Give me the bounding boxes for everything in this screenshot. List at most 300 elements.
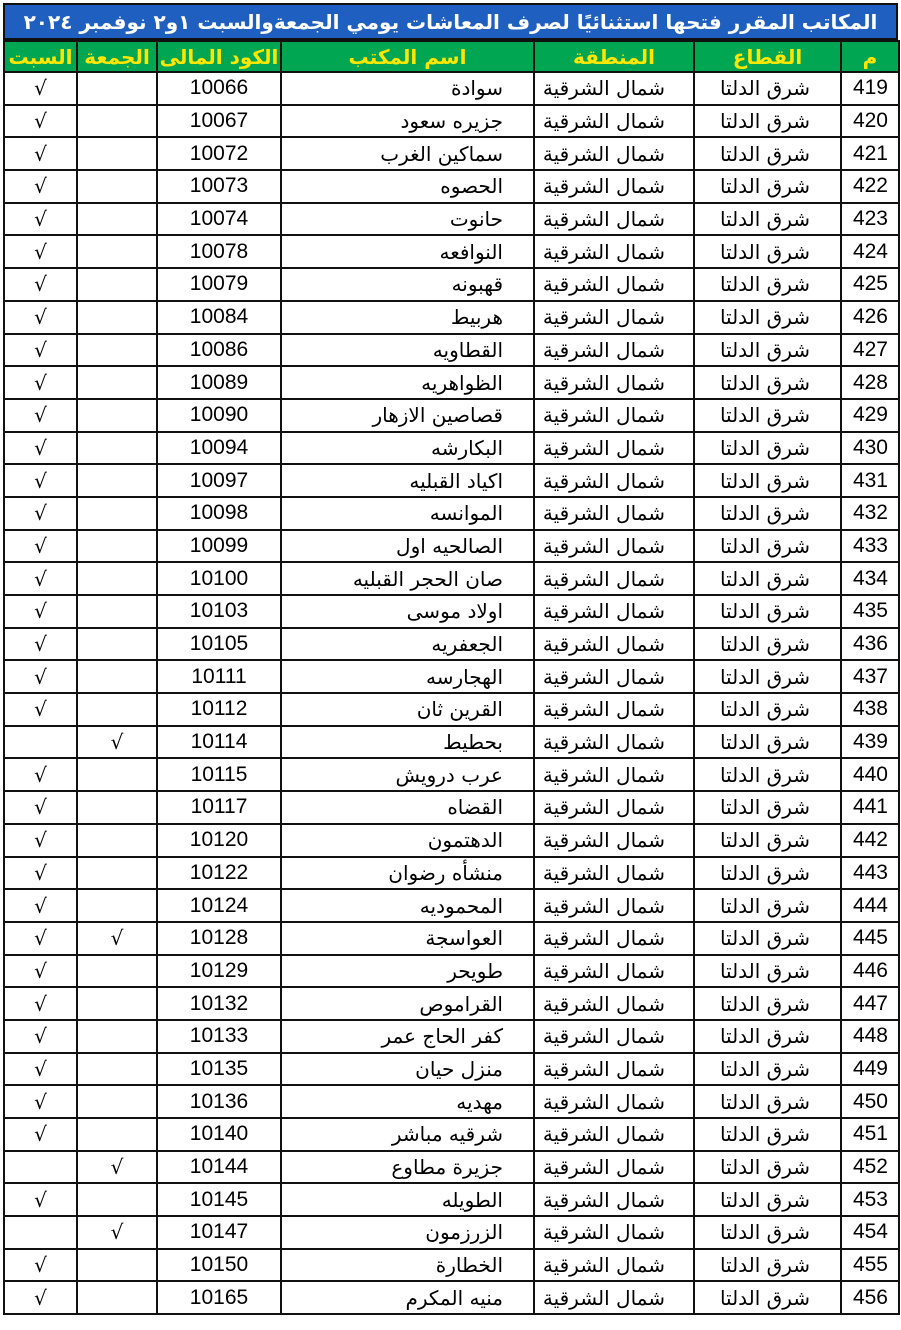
- cell-code: 10122: [157, 857, 281, 890]
- cell-saturday-check: √: [4, 105, 77, 138]
- cell-region: شمال الشرقية: [534, 987, 694, 1020]
- cell-num: 451: [841, 1118, 899, 1151]
- table-row: [4, 432, 899, 465]
- cell-num: 430: [841, 432, 899, 465]
- cell-saturday-check: √: [4, 1281, 77, 1314]
- cell-sector: شرق الدلتا: [694, 824, 841, 857]
- cell-office: القرين ثان: [281, 693, 534, 726]
- cell-office: الخطارة: [281, 1249, 534, 1282]
- cell-friday-check: [77, 530, 157, 563]
- cell-sector: شرق الدلتا: [694, 1085, 841, 1118]
- cell-sector: شرق الدلتا: [694, 922, 841, 955]
- cell-num: 436: [841, 628, 899, 661]
- cell-friday-check: √: [77, 922, 157, 955]
- cell-region: شمال الشرقية: [534, 1020, 694, 1053]
- cell-friday-check: [77, 824, 157, 857]
- cell-num: 444: [841, 889, 899, 922]
- table-row: [4, 464, 899, 497]
- table-row: [4, 203, 899, 236]
- cell-num: 421: [841, 137, 899, 170]
- cell-office: المحموديه: [281, 889, 534, 922]
- cell-num: 427: [841, 334, 899, 367]
- cell-friday-check: [77, 791, 157, 824]
- cell-friday-check: [77, 235, 157, 268]
- cell-saturday-check: √: [4, 562, 77, 595]
- cell-office: اولاد موسى: [281, 595, 534, 628]
- cell-friday-check: [77, 334, 157, 367]
- cell-friday-check: √: [77, 1151, 157, 1184]
- cell-region: شمال الشرقية: [534, 1216, 694, 1249]
- cell-sector: شرق الدلتا: [694, 1281, 841, 1314]
- cell-sector: شرق الدلتا: [694, 726, 841, 759]
- cell-num: 432: [841, 497, 899, 530]
- cell-friday-check: [77, 1020, 157, 1053]
- cell-office: قهبونه: [281, 268, 534, 301]
- cell-region: شمال الشرقية: [534, 1118, 694, 1151]
- table-row: [4, 105, 899, 138]
- cell-region: شمال الشرقية: [534, 497, 694, 530]
- cell-saturday-check: √: [4, 1118, 77, 1151]
- cell-num: 437: [841, 660, 899, 693]
- cell-saturday-check: √: [4, 955, 77, 988]
- cell-sector: شرق الدلتا: [694, 1118, 841, 1151]
- cell-sector: شرق الدلتا: [694, 334, 841, 367]
- cell-office: سوادة: [281, 72, 534, 105]
- cell-friday-check: [77, 137, 157, 170]
- cell-code: 10089: [157, 366, 281, 399]
- cell-saturday-check: √: [4, 791, 77, 824]
- cell-sector: شرق الدلتا: [694, 595, 841, 628]
- cell-code: 10090: [157, 399, 281, 432]
- table-row: [4, 660, 899, 693]
- cell-code: 10078: [157, 235, 281, 268]
- cell-region: شمال الشرقية: [534, 857, 694, 890]
- cell-sector: شرق الدلتا: [694, 987, 841, 1020]
- cell-office: كفر الحاج عمر: [281, 1020, 534, 1053]
- cell-friday-check: [77, 857, 157, 890]
- cell-region: شمال الشرقية: [534, 366, 694, 399]
- cell-office: حانوت: [281, 203, 534, 236]
- cell-sector: شرق الدلتا: [694, 1249, 841, 1282]
- table-row: [4, 857, 899, 890]
- cell-region: شمال الشرقية: [534, 268, 694, 301]
- cell-office: قصاصين الازهار: [281, 399, 534, 432]
- table-row: [4, 791, 899, 824]
- cell-office: شرقيه مباشر: [281, 1118, 534, 1151]
- cell-sector: شرق الدلتا: [694, 170, 841, 203]
- cell-office: منيه المكرم: [281, 1281, 534, 1314]
- table-row: [4, 1281, 899, 1314]
- cell-num: 429: [841, 399, 899, 432]
- cell-code: 10097: [157, 464, 281, 497]
- cell-region: شمال الشرقية: [534, 1281, 694, 1314]
- cell-friday-check: [77, 1281, 157, 1314]
- cell-office: الطويله: [281, 1183, 534, 1216]
- cell-sector: شرق الدلتا: [694, 105, 841, 138]
- cell-friday-check: [77, 889, 157, 922]
- cell-sector: شرق الدلتا: [694, 399, 841, 432]
- cell-friday-check: [77, 366, 157, 399]
- cell-office: الزرزمون: [281, 1216, 534, 1249]
- cell-num: 453: [841, 1183, 899, 1216]
- cell-code: 10111: [157, 660, 281, 693]
- cell-saturday-check: √: [4, 824, 77, 857]
- cell-office: العواسجة: [281, 922, 534, 955]
- cell-friday-check: [77, 1085, 157, 1118]
- cell-sector: شرق الدلتا: [694, 693, 841, 726]
- table-row: [4, 235, 899, 268]
- cell-friday-check: [77, 1053, 157, 1086]
- cell-friday-check: [77, 464, 157, 497]
- cell-code: 10100: [157, 562, 281, 595]
- cell-code: 10145: [157, 1183, 281, 1216]
- cell-friday-check: [77, 170, 157, 203]
- cell-code: 10135: [157, 1053, 281, 1086]
- cell-region: شمال الشرقية: [534, 72, 694, 105]
- cell-saturday-check: √: [4, 857, 77, 890]
- cell-office: الموانسه: [281, 497, 534, 530]
- cell-region: شمال الشرقية: [534, 105, 694, 138]
- cell-num: 456: [841, 1281, 899, 1314]
- cell-office: القراموص: [281, 987, 534, 1020]
- cell-region: شمال الشرقية: [534, 1053, 694, 1086]
- cell-region: شمال الشرقية: [534, 301, 694, 334]
- cell-code: 10112: [157, 693, 281, 726]
- table-row: [4, 366, 899, 399]
- cell-code: 10098: [157, 497, 281, 530]
- cell-saturday-check: √: [4, 137, 77, 170]
- header-office: اسم المكتب: [281, 41, 534, 72]
- cell-friday-check: √: [77, 1216, 157, 1249]
- header-row: [4, 41, 899, 72]
- cell-code: 10133: [157, 1020, 281, 1053]
- cell-region: شمال الشرقية: [534, 464, 694, 497]
- cell-code: 10079: [157, 268, 281, 301]
- cell-sector: شرق الدلتا: [694, 464, 841, 497]
- cell-saturday-check: [4, 1151, 77, 1184]
- table-row: [4, 301, 899, 334]
- cell-sector: شرق الدلتا: [694, 660, 841, 693]
- cell-sector: شرق الدلتا: [694, 791, 841, 824]
- cell-sector: شرق الدلتا: [694, 955, 841, 988]
- table-row: [4, 1118, 899, 1151]
- cell-code: 10117: [157, 791, 281, 824]
- table-row: [4, 693, 899, 726]
- cell-friday-check: [77, 955, 157, 988]
- cell-sector: شرق الدلتا: [694, 1053, 841, 1086]
- cell-code: 10132: [157, 987, 281, 1020]
- cell-saturday-check: √: [4, 595, 77, 628]
- table-row: [4, 758, 899, 791]
- cell-num: 455: [841, 1249, 899, 1282]
- cell-region: شمال الشرقية: [534, 432, 694, 465]
- cell-code: 10140: [157, 1118, 281, 1151]
- cell-friday-check: [77, 497, 157, 530]
- cell-num: 435: [841, 595, 899, 628]
- cell-friday-check: [77, 72, 157, 105]
- cell-code: 10103: [157, 595, 281, 628]
- cell-region: شمال الشرقية: [534, 399, 694, 432]
- cell-num: 450: [841, 1085, 899, 1118]
- cell-region: شمال الشرقية: [534, 726, 694, 759]
- cell-friday-check: [77, 562, 157, 595]
- cell-friday-check: √: [77, 726, 157, 759]
- cell-code: 10147: [157, 1216, 281, 1249]
- cell-code: 10129: [157, 955, 281, 988]
- cell-saturday-check: √: [4, 203, 77, 236]
- cell-saturday-check: √: [4, 432, 77, 465]
- cell-friday-check: [77, 1183, 157, 1216]
- table-row: [4, 72, 899, 105]
- cell-region: شمال الشرقية: [534, 1085, 694, 1118]
- cell-friday-check: [77, 595, 157, 628]
- cell-region: شمال الشرقية: [534, 235, 694, 268]
- cell-region: شمال الشرقية: [534, 203, 694, 236]
- cell-saturday-check: [4, 1216, 77, 1249]
- cell-num: 424: [841, 235, 899, 268]
- cell-num: 441: [841, 791, 899, 824]
- cell-sector: شرق الدلتا: [694, 268, 841, 301]
- cell-saturday-check: √: [4, 922, 77, 955]
- cell-office: اكياد القبليه: [281, 464, 534, 497]
- cell-code: 10114: [157, 726, 281, 759]
- cell-sector: شرق الدلتا: [694, 72, 841, 105]
- cell-code: 10144: [157, 1151, 281, 1184]
- cell-office: الجعفريه: [281, 628, 534, 661]
- cell-sector: شرق الدلتا: [694, 301, 841, 334]
- table-row: [4, 889, 899, 922]
- cell-num: 423: [841, 203, 899, 236]
- offices-table: [3, 40, 900, 1315]
- cell-region: شمال الشرقية: [534, 334, 694, 367]
- table-row: [4, 824, 899, 857]
- table-row: [4, 922, 899, 955]
- cell-office: سماكين الغرب: [281, 137, 534, 170]
- cell-saturday-check: √: [4, 497, 77, 530]
- cell-saturday-check: √: [4, 1085, 77, 1118]
- cell-friday-check: [77, 1118, 157, 1151]
- cell-saturday-check: √: [4, 628, 77, 661]
- cell-friday-check: [77, 660, 157, 693]
- cell-office: عرب درويش: [281, 758, 534, 791]
- cell-sector: شرق الدلتا: [694, 203, 841, 236]
- cell-saturday-check: √: [4, 170, 77, 203]
- cell-num: 454: [841, 1216, 899, 1249]
- cell-code: 10105: [157, 628, 281, 661]
- cell-code: 10124: [157, 889, 281, 922]
- cell-region: شمال الشرقية: [534, 170, 694, 203]
- cell-num: 446: [841, 955, 899, 988]
- cell-num: 452: [841, 1151, 899, 1184]
- cell-code: 10074: [157, 203, 281, 236]
- cell-code: 10094: [157, 432, 281, 465]
- table-row: [4, 955, 899, 988]
- cell-num: 448: [841, 1020, 899, 1053]
- header-region: المنطقة: [534, 41, 694, 72]
- cell-sector: شرق الدلتا: [694, 562, 841, 595]
- cell-num: 426: [841, 301, 899, 334]
- cell-saturday-check: √: [4, 235, 77, 268]
- cell-friday-check: [77, 268, 157, 301]
- cell-office: القضاه: [281, 791, 534, 824]
- cell-saturday-check: √: [4, 334, 77, 367]
- cell-num: 440: [841, 758, 899, 791]
- header-saturday: السبت: [4, 41, 77, 72]
- cell-sector: شرق الدلتا: [694, 1183, 841, 1216]
- table-row: [4, 1249, 899, 1282]
- cell-region: شمال الشرقية: [534, 791, 694, 824]
- table-row: [4, 268, 899, 301]
- cell-friday-check: [77, 758, 157, 791]
- cell-friday-check: [77, 628, 157, 661]
- cell-code: 10067: [157, 105, 281, 138]
- cell-sector: شرق الدلتا: [694, 1216, 841, 1249]
- cell-region: شمال الشرقية: [534, 889, 694, 922]
- cell-region: شمال الشرقية: [534, 922, 694, 955]
- cell-code: 10066: [157, 72, 281, 105]
- table-row: [4, 628, 899, 661]
- cell-saturday-check: √: [4, 660, 77, 693]
- header-friday: الجمعة: [77, 41, 157, 72]
- cell-saturday-check: √: [4, 530, 77, 563]
- table-row: [4, 1216, 899, 1249]
- cell-num: 419: [841, 72, 899, 105]
- cell-office: مهديه: [281, 1085, 534, 1118]
- cell-friday-check: [77, 301, 157, 334]
- cell-code: 10072: [157, 137, 281, 170]
- cell-sector: شرق الدلتا: [694, 758, 841, 791]
- cell-region: شمال الشرقية: [534, 530, 694, 563]
- table-row: [4, 595, 899, 628]
- table-row: [4, 1020, 899, 1053]
- cell-sector: شرق الدلتا: [694, 235, 841, 268]
- cell-sector: شرق الدلتا: [694, 889, 841, 922]
- cell-code: 10073: [157, 170, 281, 203]
- table-row: [4, 170, 899, 203]
- cell-saturday-check: √: [4, 1183, 77, 1216]
- cell-num: 439: [841, 726, 899, 759]
- cell-office: هربيط: [281, 301, 534, 334]
- header-code: الكود المالى: [157, 41, 281, 72]
- cell-saturday-check: √: [4, 1020, 77, 1053]
- cell-office: جزيرة مطاوع: [281, 1151, 534, 1184]
- cell-num: 449: [841, 1053, 899, 1086]
- table-row: [4, 334, 899, 367]
- cell-num: 433: [841, 530, 899, 563]
- header-sector: القطاع: [694, 41, 841, 72]
- cell-num: 431: [841, 464, 899, 497]
- cell-office: الظواهريه: [281, 366, 534, 399]
- table-row: [4, 1085, 899, 1118]
- cell-code: 10120: [157, 824, 281, 857]
- cell-num: 422: [841, 170, 899, 203]
- cell-region: شمال الشرقية: [534, 693, 694, 726]
- cell-code: 10086: [157, 334, 281, 367]
- cell-friday-check: [77, 432, 157, 465]
- cell-code: 10136: [157, 1085, 281, 1118]
- cell-friday-check: [77, 987, 157, 1020]
- cell-saturday-check: √: [4, 464, 77, 497]
- cell-friday-check: [77, 203, 157, 236]
- cell-office: البكارشه: [281, 432, 534, 465]
- cell-region: شمال الشرقية: [534, 1151, 694, 1184]
- cell-sector: شرق الدلتا: [694, 1151, 841, 1184]
- cell-saturday-check: [4, 726, 77, 759]
- cell-region: شمال الشرقية: [534, 824, 694, 857]
- table-row: [4, 987, 899, 1020]
- cell-sector: شرق الدلتا: [694, 628, 841, 661]
- cell-saturday-check: √: [4, 889, 77, 922]
- cell-saturday-check: √: [4, 1053, 77, 1086]
- table-row: [4, 1183, 899, 1216]
- sheet-title: المكاتب المقرر فتحها استثنائيًا لصرف المعاشات يومي الجمعةوالسبت ١و٢ نوفمبر ٢٠٢٤: [3, 3, 898, 40]
- cell-num: 447: [841, 987, 899, 1020]
- cell-friday-check: [77, 399, 157, 432]
- cell-num: 443: [841, 857, 899, 890]
- cell-num: 428: [841, 366, 899, 399]
- cell-region: شمال الشرقية: [534, 1249, 694, 1282]
- cell-sector: شرق الدلتا: [694, 497, 841, 530]
- table-row: [4, 726, 899, 759]
- cell-num: 420: [841, 105, 899, 138]
- cell-region: شمال الشرقية: [534, 562, 694, 595]
- cell-region: شمال الشرقية: [534, 1183, 694, 1216]
- cell-office: منزل حيان: [281, 1053, 534, 1086]
- table-row: [4, 497, 899, 530]
- cell-code: 10128: [157, 922, 281, 955]
- cell-office: جزيره سعود: [281, 105, 534, 138]
- cell-saturday-check: √: [4, 268, 77, 301]
- cell-saturday-check: √: [4, 399, 77, 432]
- cell-saturday-check: √: [4, 1249, 77, 1282]
- table-row: [4, 562, 899, 595]
- cell-num: 442: [841, 824, 899, 857]
- cell-saturday-check: √: [4, 72, 77, 105]
- cell-num: 434: [841, 562, 899, 595]
- cell-num: 445: [841, 922, 899, 955]
- cell-sector: شرق الدلتا: [694, 366, 841, 399]
- cell-saturday-check: √: [4, 366, 77, 399]
- cell-sector: شرق الدلتا: [694, 857, 841, 890]
- cell-saturday-check: √: [4, 987, 77, 1020]
- cell-office: طويحر: [281, 955, 534, 988]
- cell-office: النوافعه: [281, 235, 534, 268]
- table-row: [4, 399, 899, 432]
- cell-saturday-check: √: [4, 301, 77, 334]
- cell-friday-check: [77, 1249, 157, 1282]
- cell-sector: شرق الدلتا: [694, 1020, 841, 1053]
- header-num: م: [841, 41, 899, 72]
- cell-region: شمال الشرقية: [534, 955, 694, 988]
- table-row: [4, 1151, 899, 1184]
- cell-code: 10165: [157, 1281, 281, 1314]
- cell-friday-check: [77, 105, 157, 138]
- cell-office: الهجارسه: [281, 660, 534, 693]
- cell-sector: شرق الدلتا: [694, 137, 841, 170]
- cell-region: شمال الشرقية: [534, 628, 694, 661]
- cell-office: الدهتمون: [281, 824, 534, 857]
- cell-saturday-check: √: [4, 693, 77, 726]
- cell-num: 425: [841, 268, 899, 301]
- cell-sector: شرق الدلتا: [694, 530, 841, 563]
- cell-friday-check: [77, 693, 157, 726]
- cell-office: الحصوه: [281, 170, 534, 203]
- cell-office: منشأه رضوان: [281, 857, 534, 890]
- cell-office: بحطيط: [281, 726, 534, 759]
- cell-saturday-check: √: [4, 758, 77, 791]
- cell-region: شمال الشرقية: [534, 595, 694, 628]
- table-row: [4, 530, 899, 563]
